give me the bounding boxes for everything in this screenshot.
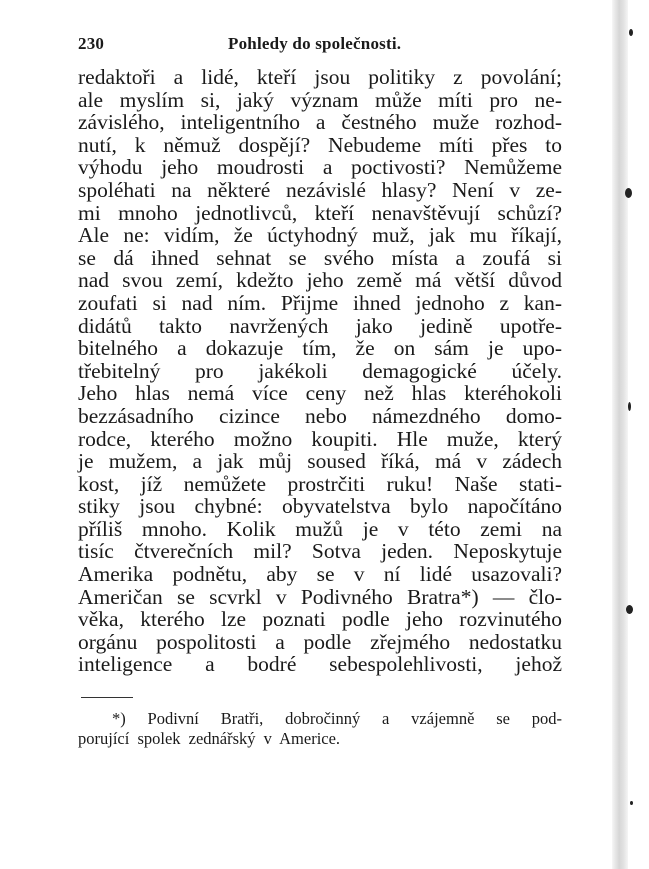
text-line: výhodu jeho moudrosti a poctivosti? Nemůžeme [78,155,562,180]
text-line: se dá ihned sehnat se svého místa a zoufá si [78,245,562,270]
edge-speck [628,402,631,411]
text-line: ale myslím si, jaký význam může míti pro ne- [78,87,562,112]
text-line: bezzásadního cizince nebo námezdného domo- [78,403,562,428]
text-line: nutí, k němuž dospějí? Nebudeme míti přes to [78,132,562,157]
text-line: spoléhati na některé nezávislé hlasy? Není v ze- [78,177,562,202]
text-line: zoufati si nad ním. Přijme ihned jednoho z kan- [78,290,562,315]
text-line: inteligence a bodré sebespolehlivosti, jehož [78,652,562,677]
text-line: třebitelný pro jakékoli demagogické účely. [78,358,562,383]
edge-speck [625,188,632,198]
text-line: Ale ne: vidím, že úctyhodný muž, jak mu říkají, [78,223,562,248]
text-line: nad svou zemí, kdežto jeho země má větší důvod [78,268,562,293]
text-line: příliš mnoho. Kolik mužů je v této zemi na [78,516,562,541]
text-line: Amerika podnětu, aby se v ní lidé usazovali? [78,562,562,587]
text-line: Jeho hlas nemá více ceny než hlas kteréhokoli [78,381,562,406]
text-line: Američan se scvrkl v Podivného Bratra*) — člo- [78,584,562,609]
running-head [78,34,562,56]
text-line: věka, kterého lze poznati podle jeho rozvinutého [78,607,562,632]
footnote-line: porující spolek zednářský v Americe. [78,729,341,748]
body-text [78,66,562,676]
text-line: bitelného a dokazuje tím, že on sám je upo- [78,336,562,361]
running-title: Pohledy do společnosti. [228,34,402,53]
text-line: redaktoři a lidé, kteří jsou politiky z povolání; [78,65,562,89]
page-edge-shadow [612,0,628,869]
text-line: didátů takto navržených jako jedině upotře- [78,313,562,338]
text-line: závislého, inteligentního a čestného muže rozhod- [78,110,562,135]
edge-speck [626,605,633,614]
page-number: 230 [78,34,105,53]
text-line: mi mnoho jednotlivců, kteří nenavštěvují schůzí? [78,200,562,225]
edge-speck [629,29,633,36]
text-line: orgánu pospolitosti a podle zřejmého nedostatku [78,629,562,654]
footnote-rule [81,697,133,698]
text-line: kost, jíž nemůžete prostrčiti ruku! Naše stati- [78,471,562,496]
text-line: stiky jsou chybné: obyvatelstva bylo napočítáno [78,494,562,519]
edge-speck [630,801,633,805]
text-line: je mužem, a jak můj soused říká, má v zádech [78,449,562,474]
text-line: rodce, kterého možno koupiti. Hle muže, který [78,426,562,451]
footnote [78,709,562,749]
footnote-line: *) Podivní Bratři, dobročinný a vzájemně se pod- [112,709,562,728]
text-line: tisíc čtverečních mil? Sotva jeden. Neposkytuje [78,539,562,564]
